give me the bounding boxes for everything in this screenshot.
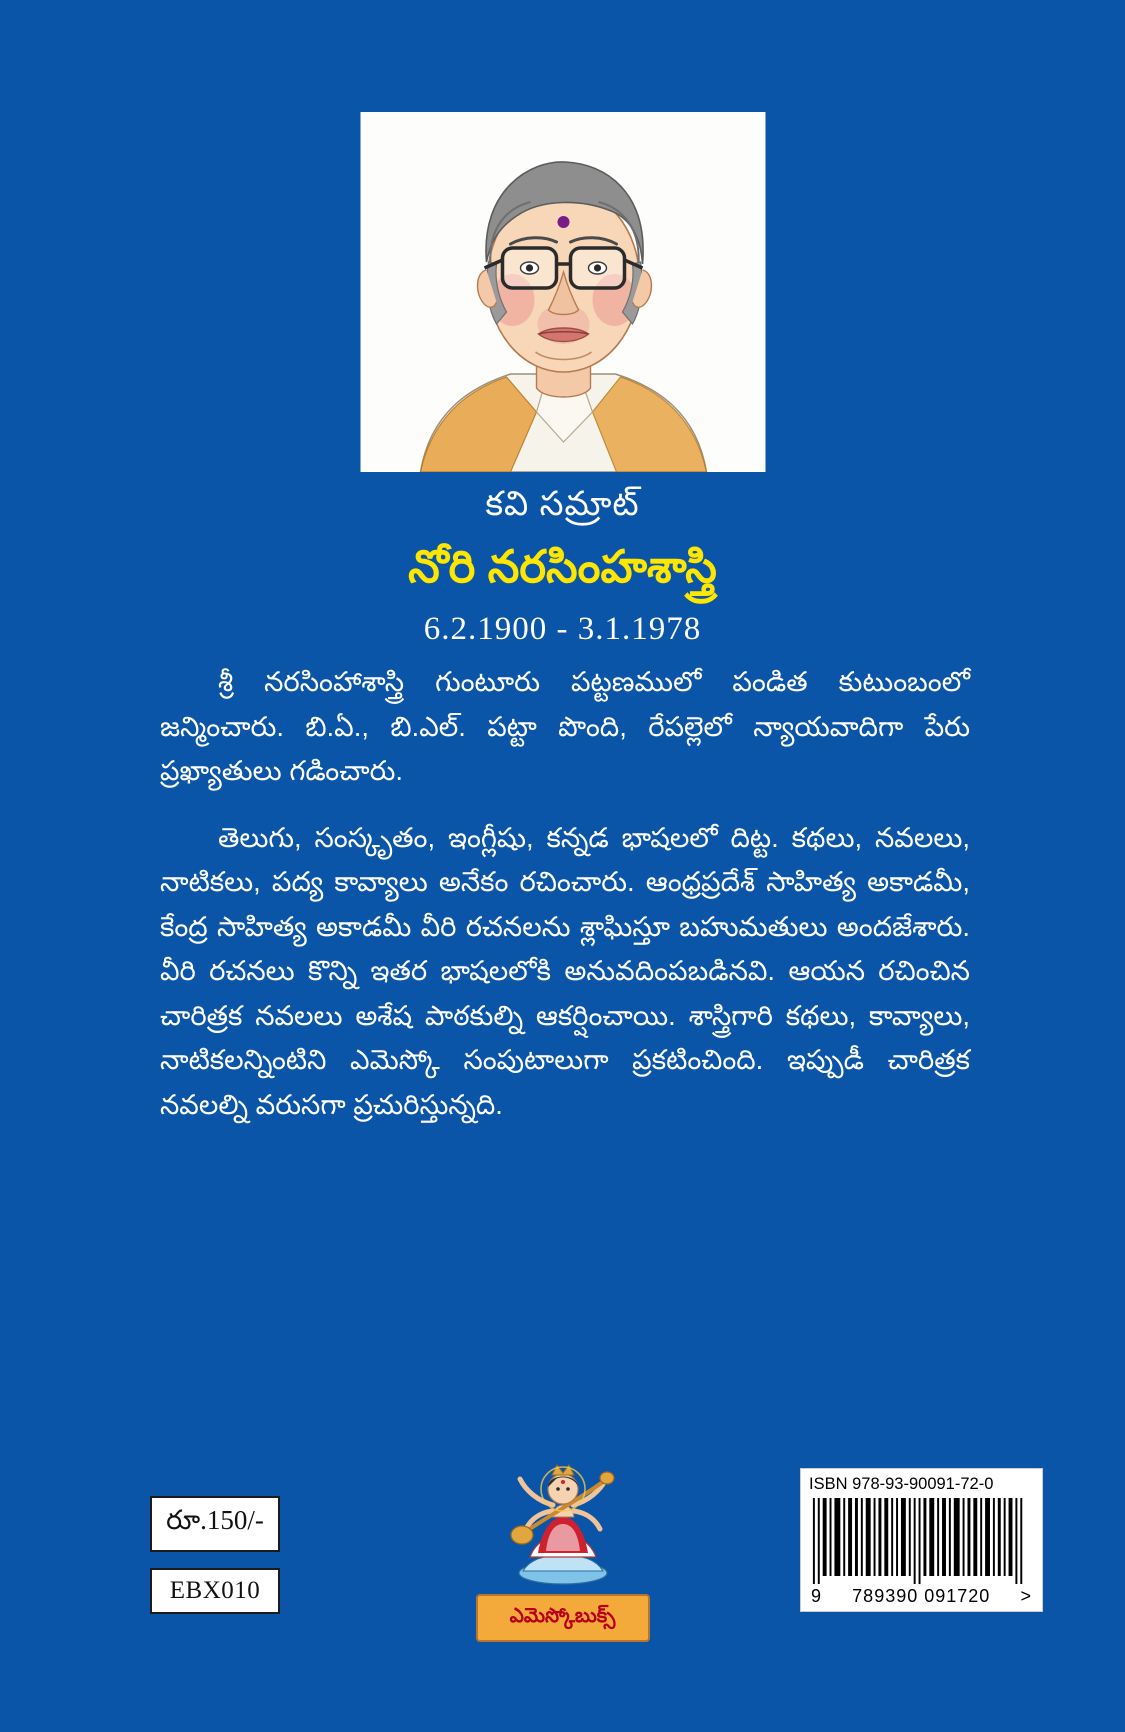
barcode-block xyxy=(800,1468,1043,1612)
price-code-stack xyxy=(150,1496,280,1614)
isbn-label: ISBN 978-93-90091-72-0 xyxy=(809,1475,994,1493)
barcode-left-digit: 9 xyxy=(811,1586,823,1606)
barcode-digits xyxy=(809,1584,1034,1607)
author-name: నోరి నరసింహశాస్త్రి xyxy=(408,541,717,593)
barcode-right-symbol: > xyxy=(1020,1586,1032,1606)
publisher-logo xyxy=(468,1429,658,1644)
title-block xyxy=(0,482,1125,648)
author-bio xyxy=(160,660,970,1127)
honorific-text: కవి సమ్రాట్ xyxy=(485,485,640,523)
author-portrait xyxy=(360,112,765,472)
price-label: రూ.150/- xyxy=(150,1496,280,1552)
barcode-bars xyxy=(809,1498,1034,1584)
saraswati-goddess-icon xyxy=(468,1429,658,1594)
bio-paragraph-2: తెలుగు, సంస్కృతం, ఇంగ్లీషు, కన్నడ భాషలలో దిట్ట. కథలు, నవలలు, నాటికలు, పద్య కావ్యాలు అనేకం రచించారు. ఆంధ్రప్రదేశ్ సాహిత్య అకాడమీ, కేంద్ర సాహిత్య అకాడమీ వీరి రచనలను శ్లాఘిస్తూ బహుమతులు అందజేశారు. వీరి రచనలు కొన్ని ఇతర భాషలలోకి అనువదింపబడినవి. ఆయన రచించిన చారిత్రక నవలలు అశేష పాఠకుల్ని ఆకర్షించాయి. శాస్త్రిగారి కథలు, కావ్యాలు, నాటికలన్నింటిని ఎమెస్కో సంపుటాలుగా ప్రకటించింది. ఇప్పుడీ చారిత్రక నవలల్ని వరుసగా ప్రచురిస్తున్నది. xyxy=(160,821,970,1120)
author-portrait-illustration xyxy=(360,112,765,472)
barcode-main-digits: 789390 091720 xyxy=(852,1586,991,1606)
product-code-label: EBX010 xyxy=(150,1568,280,1614)
life-dates: 6.2.1900 - 3.1.1978 xyxy=(423,610,702,647)
bio-paragraph-1: శ్రీ నరసింహాశాస్త్రి గుంటూరు పట్టణములో పండిత కుటుంబంలో జన్మించారు. బి.ఏ., బి.ఎల్. పట్టా పొంది, రేపల్లెలో న్యాయవాదిగా పేరు ప్రఖ్యాతులు గడించారు. xyxy=(160,666,970,787)
publisher-name-band: ఎమెస్కోబుక్స్ xyxy=(476,1594,650,1642)
